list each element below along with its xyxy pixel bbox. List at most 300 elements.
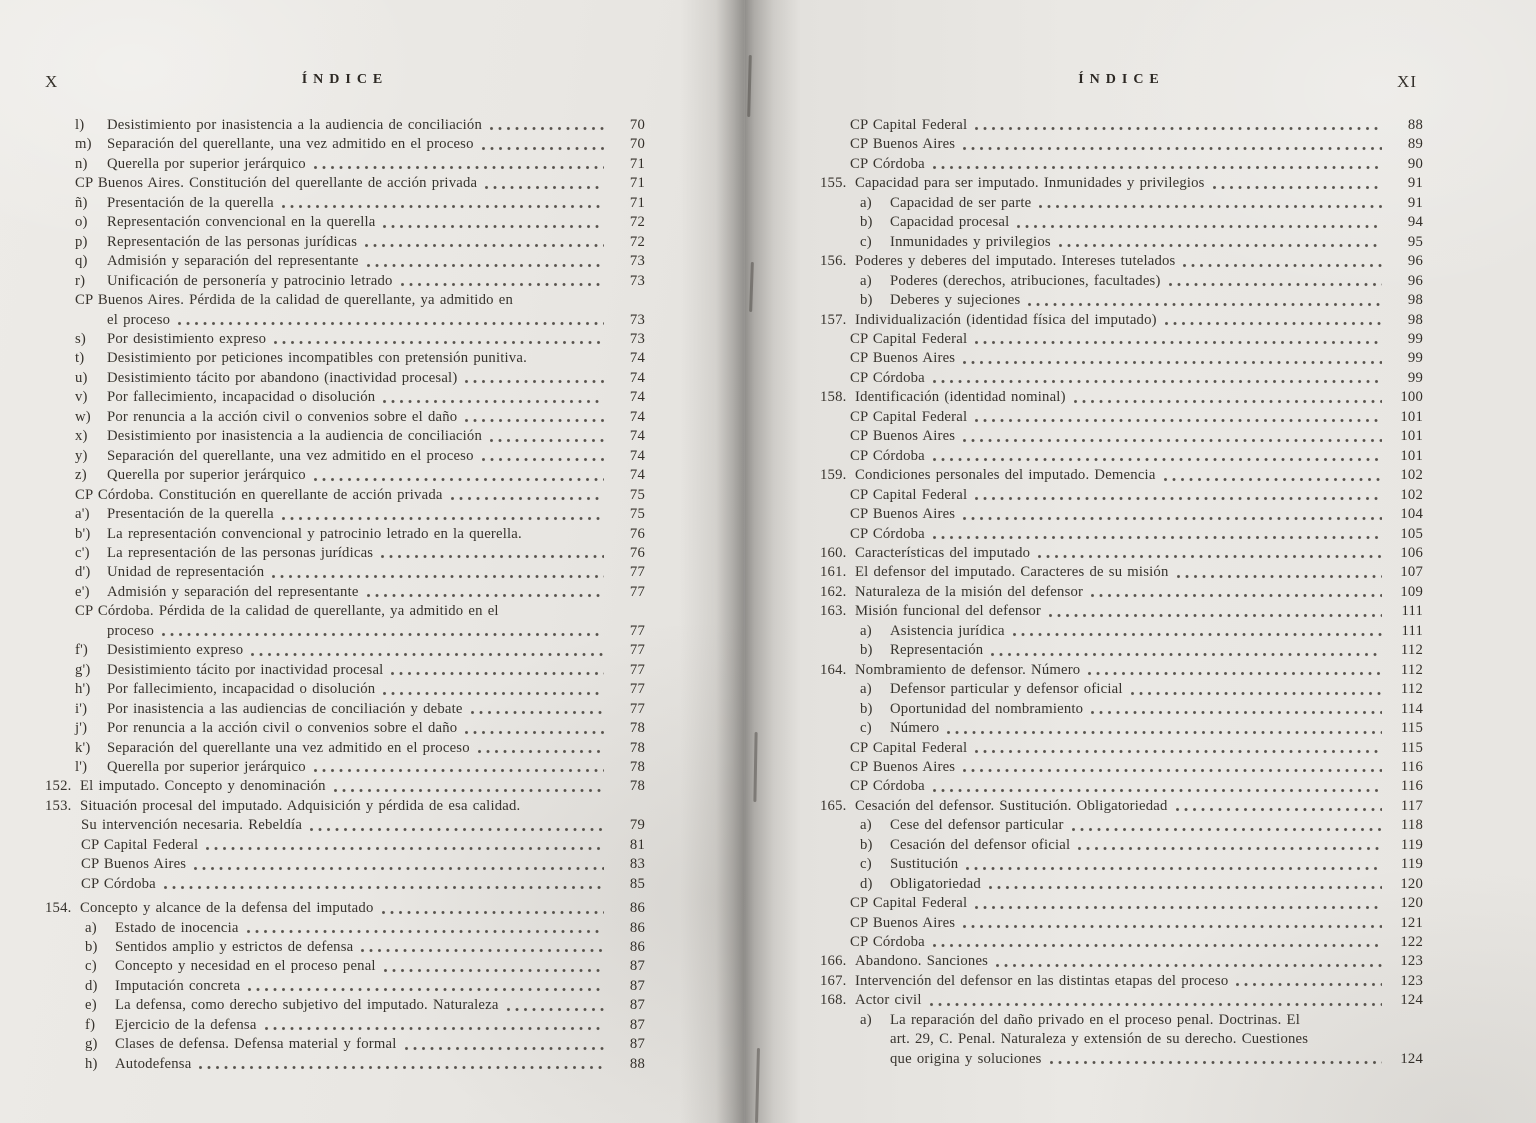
entry-label: 165. xyxy=(820,797,847,814)
dot-leader xyxy=(1039,204,1382,209)
left-toc xyxy=(45,116,645,1074)
dot-leader xyxy=(1074,399,1382,404)
dot-leader xyxy=(310,827,604,832)
entry-text: Cesación del defensor. Sustitución. Obligatoriedad xyxy=(855,797,1168,814)
entry-text: Cesación del defensor oficial xyxy=(890,836,1071,853)
toc-entry xyxy=(820,777,1423,796)
dot-leader xyxy=(1049,613,1382,618)
toc-entry xyxy=(820,135,1423,154)
entry-text: Concepto y alcance de la defensa del imputado xyxy=(80,900,374,917)
entry-text: Por renuncia a la acción civil o convenios sobre el daño xyxy=(107,408,458,425)
entry-text: Ejercicio de la defensa xyxy=(115,1016,257,1033)
dot-leader xyxy=(383,224,604,229)
entry-text: Cese del defensor particular xyxy=(890,817,1064,834)
toc-entry xyxy=(45,466,645,485)
entry-text: Misión funcional del defensor xyxy=(855,603,1042,620)
dot-leader xyxy=(199,1065,604,1070)
entry-label: 164. xyxy=(820,661,847,678)
toc-entry xyxy=(45,777,645,796)
toc-entry xyxy=(820,272,1423,291)
entry-label: c) xyxy=(860,856,872,873)
entry-label: 156. xyxy=(820,253,847,270)
toc-entry xyxy=(820,349,1423,368)
entry-label: a) xyxy=(860,194,872,211)
dot-leader xyxy=(963,516,1382,521)
dot-leader xyxy=(164,885,604,890)
entry-text: proceso xyxy=(107,622,155,639)
entry-label: q) xyxy=(75,253,88,270)
dot-leader xyxy=(274,340,604,345)
entry-text: Por renuncia a la acción civil o convenios sobre el daño xyxy=(107,720,458,737)
entry-text: Separación del querellante una vez admitido en el proceso xyxy=(107,739,470,756)
dot-leader xyxy=(383,399,604,404)
entry-label: 162. xyxy=(820,583,847,600)
entry-text: Actor civil xyxy=(855,992,922,1009)
entry-label: a) xyxy=(85,919,97,936)
entry-label: t) xyxy=(75,350,85,367)
entry-label: a) xyxy=(860,1011,872,1028)
entry-page: 118 xyxy=(1400,817,1423,834)
entry-page: 70 xyxy=(629,117,645,133)
entry-text: Situación procesal del imputado. Adquisición y pérdida de esa calidad. xyxy=(80,797,521,814)
entry-page: 74 xyxy=(629,408,645,425)
dot-leader xyxy=(933,457,1382,462)
dot-leader xyxy=(384,968,604,973)
entry-text: Autodefensa xyxy=(115,1055,192,1072)
entry-text: CP Capital Federal xyxy=(850,408,968,425)
entry-label: j') xyxy=(75,720,88,737)
dot-leader xyxy=(361,948,604,953)
toc-entry xyxy=(45,977,645,996)
entry-page: 91 xyxy=(1407,194,1423,211)
dot-leader xyxy=(1078,846,1382,851)
entry-page: 98 xyxy=(1407,292,1423,309)
entry-text: Unidad de representación xyxy=(107,564,265,581)
entry-page: 76 xyxy=(629,525,645,542)
entry-text: Desistimiento expreso xyxy=(107,642,244,659)
dot-leader xyxy=(1169,282,1382,287)
toc-entry xyxy=(45,875,645,894)
entry-page: 104 xyxy=(1400,506,1423,523)
entry-text: Desistimiento por peticiones incompatibles con pretensión punitiva. xyxy=(107,350,527,367)
toc-entry xyxy=(820,408,1423,427)
dot-leader xyxy=(507,1007,604,1012)
toc-entry xyxy=(820,875,1423,894)
dot-leader xyxy=(1131,691,1382,696)
dot-leader xyxy=(1176,807,1382,812)
entry-text: El defensor del imputado. Caracteres de su misión xyxy=(855,564,1169,581)
dot-leader xyxy=(1213,185,1382,190)
entry-text: CP Córdoba xyxy=(850,155,925,172)
toc-entry xyxy=(45,758,645,777)
toc-entry xyxy=(820,700,1423,719)
entry-label: a) xyxy=(860,272,872,289)
toc-entry xyxy=(820,525,1423,544)
entry-text: CP Capital Federal xyxy=(850,739,968,756)
entry-text: el proceso xyxy=(107,311,171,328)
entry-page: 120 xyxy=(1400,895,1423,912)
entry-page: 87 xyxy=(629,977,645,994)
dot-leader xyxy=(314,768,604,773)
entry-text: Desistimiento por inasistencia a la audiencia de conciliación xyxy=(107,117,483,133)
dot-leader xyxy=(248,987,604,992)
toc-entry xyxy=(45,272,645,291)
toc-entry xyxy=(45,525,645,544)
entry-page: 111 xyxy=(1401,603,1423,620)
toc-entry xyxy=(820,369,1423,388)
entry-page: 124 xyxy=(1400,1050,1423,1067)
toc-entry xyxy=(820,739,1423,758)
entry-text: Querella por superior jerárquico xyxy=(107,758,306,775)
toc-entry xyxy=(820,602,1423,621)
toc-entry xyxy=(45,1035,645,1054)
toc-entry xyxy=(820,797,1423,816)
toc-entry xyxy=(820,816,1423,835)
entry-text: La representación convencional y patrocinio letrado en la querella. xyxy=(107,525,522,542)
entry-page: 71 xyxy=(629,194,645,211)
right-running-title: ÍNDICE xyxy=(1078,72,1165,87)
toc-entry xyxy=(45,291,645,310)
entry-page: 123 xyxy=(1400,953,1423,970)
toc-entry xyxy=(45,447,645,466)
toc-entry xyxy=(45,155,645,174)
toc-entry xyxy=(45,583,645,602)
entry-label: h) xyxy=(85,1055,98,1072)
entry-label: l) xyxy=(75,117,85,133)
dot-leader xyxy=(966,866,1382,871)
entry-page: 106 xyxy=(1400,544,1423,561)
entry-text: Capacidad de ser parte xyxy=(890,194,1032,211)
toc-entry xyxy=(45,700,645,719)
entry-page: 114 xyxy=(1400,700,1423,717)
toc-entry xyxy=(45,836,645,855)
toc-entry xyxy=(820,213,1423,232)
toc-entry xyxy=(45,855,645,874)
toc-entry xyxy=(45,311,645,330)
right-toc xyxy=(820,116,1423,1069)
entry-text: Unificación de personería y patrocinio letrado xyxy=(107,272,393,289)
dot-leader xyxy=(1177,574,1383,579)
dot-leader xyxy=(381,554,604,559)
entry-text: CP Capital Federal xyxy=(850,895,968,912)
entry-text: CP Córdoba. Pérdida de la calidad de querellante, ya admitido en el xyxy=(75,603,499,620)
entry-text: Presentación de la querella xyxy=(107,506,274,523)
entry-label: u) xyxy=(75,369,88,386)
entry-label: b) xyxy=(860,700,873,717)
dot-leader xyxy=(1236,982,1382,987)
entry-text: CP Córdoba xyxy=(850,525,925,542)
toc-entry xyxy=(45,486,645,505)
toc-entry xyxy=(45,739,645,758)
toc-entry xyxy=(45,816,645,835)
toc-entry xyxy=(45,1016,645,1035)
entry-page: 96 xyxy=(1407,253,1423,270)
entry-label: a) xyxy=(860,817,872,834)
entry-label: r) xyxy=(75,272,86,289)
entry-label: 159. xyxy=(820,467,847,484)
entry-text: Por fallecimiento, incapacidad o disolución xyxy=(107,681,376,698)
entry-page: 105 xyxy=(1400,525,1423,542)
toc-entry xyxy=(820,116,1423,135)
toc-entry xyxy=(820,661,1423,680)
entry-text: Desistimiento tácito por inactividad procesal xyxy=(107,661,384,678)
entry-page: 86 xyxy=(629,919,645,936)
entry-text: Deberes y sujeciones xyxy=(890,292,1021,309)
entry-page: 107 xyxy=(1400,564,1423,581)
entry-label: f') xyxy=(75,642,89,659)
dot-leader xyxy=(1017,224,1382,229)
entry-page: 77 xyxy=(629,622,645,639)
entry-text: CP Córdoba xyxy=(81,875,156,892)
left-running-title: ÍNDICE xyxy=(301,72,389,87)
dot-leader xyxy=(1028,302,1382,307)
entry-text: El imputado. Concepto y denominación xyxy=(80,778,326,795)
toc-entry xyxy=(820,505,1423,524)
entry-label: e) xyxy=(85,997,97,1014)
toc-entry xyxy=(45,427,645,446)
dot-leader xyxy=(1088,671,1382,676)
entry-page: 102 xyxy=(1400,467,1423,484)
toc-entry xyxy=(45,719,645,738)
toc-entry xyxy=(820,972,1423,991)
entry-page: 120 xyxy=(1400,875,1423,892)
entry-page: 74 xyxy=(629,369,645,386)
entry-label: 155. xyxy=(820,175,847,192)
toc-entry xyxy=(820,1030,1423,1049)
entry-page: 71 xyxy=(629,175,645,192)
entry-page: 76 xyxy=(629,544,645,561)
dot-leader xyxy=(991,652,1382,657)
toc-entry xyxy=(45,116,645,135)
entry-page: 74 xyxy=(629,447,645,464)
dot-leader xyxy=(933,788,1382,793)
entry-text: art. 29, C. Penal. Naturaleza y extensión de su derecho. Cuestiones xyxy=(890,1031,1309,1048)
toc-entry xyxy=(45,194,645,213)
toc-entry xyxy=(45,957,645,976)
entry-page: 86 xyxy=(629,939,645,956)
toc-entry xyxy=(820,233,1423,252)
toc-entry xyxy=(820,427,1423,446)
toc-entry xyxy=(820,447,1423,466)
entry-label: d') xyxy=(75,564,91,581)
toc-entry xyxy=(820,252,1423,271)
entry-page: 119 xyxy=(1400,856,1423,873)
right-folio: XI xyxy=(1397,72,1417,91)
entry-text: CP Córdoba xyxy=(850,447,925,464)
toc-entry xyxy=(45,174,645,193)
dot-leader xyxy=(1013,632,1382,637)
entry-text: Representación xyxy=(890,642,984,659)
toc-entry xyxy=(820,194,1423,213)
entry-text: que origina y soluciones xyxy=(890,1050,1042,1067)
entry-text: CP Capital Federal xyxy=(850,486,968,503)
entry-page: 72 xyxy=(629,214,645,231)
toc-entry xyxy=(45,797,645,816)
entry-page: 100 xyxy=(1400,389,1423,406)
entry-page: 87 xyxy=(629,958,645,975)
entry-page: 70 xyxy=(629,136,645,153)
toc-entry xyxy=(820,583,1423,602)
entry-text: CP Buenos Aires. Constitución del querellante de acción privada xyxy=(75,175,478,192)
entry-label: l') xyxy=(75,758,88,775)
entry-text: Presentación de la querella xyxy=(107,194,274,211)
entry-label: 161. xyxy=(820,564,847,581)
entry-text: CP Buenos Aires xyxy=(850,136,956,153)
entry-label: c) xyxy=(85,958,97,975)
toc-entry xyxy=(45,213,645,232)
toc-entry xyxy=(45,641,645,660)
entry-text: Por fallecimiento, incapacidad o disolución xyxy=(107,389,376,406)
toc-entry xyxy=(45,919,645,938)
dot-leader xyxy=(465,730,604,735)
left-page-header xyxy=(45,72,645,96)
dot-leader xyxy=(490,126,604,131)
entry-page: 90 xyxy=(1407,155,1423,172)
entry-text: CP Córdoba xyxy=(850,369,925,386)
entry-text: CP Capital Federal xyxy=(850,117,968,133)
entry-label: 168. xyxy=(820,992,847,1009)
entry-page: 81 xyxy=(629,836,645,853)
toc-entry xyxy=(820,486,1423,505)
dot-leader xyxy=(1164,477,1382,482)
toc-entry xyxy=(820,466,1423,485)
entry-text: Intervención del defensor en las distintas etapas del proceso xyxy=(855,972,1229,989)
entry-text: CP Buenos Aires xyxy=(850,914,956,931)
dot-leader xyxy=(1091,593,1382,598)
dot-leader xyxy=(975,340,1382,345)
toc-entry xyxy=(820,544,1423,563)
toc-entry xyxy=(45,408,645,427)
dot-leader xyxy=(247,929,604,934)
page-right xyxy=(745,0,1536,1123)
toc-entry xyxy=(820,1011,1423,1030)
toc-entry xyxy=(45,388,645,407)
entry-label: v) xyxy=(75,389,88,406)
entry-text: CP Córdoba xyxy=(850,934,925,951)
entry-page: 122 xyxy=(1400,934,1423,951)
entry-text: Separación del querellante, una vez admitido en el proceso xyxy=(107,136,474,153)
page-left xyxy=(0,0,745,1123)
toc-entry xyxy=(820,1050,1423,1069)
entry-page: 74 xyxy=(629,467,645,484)
entry-page: 77 xyxy=(629,583,645,600)
entry-label: z) xyxy=(75,467,87,484)
entry-text: Su intervención necesaria. Rebeldía xyxy=(81,817,303,834)
entry-page: 96 xyxy=(1407,272,1423,289)
dot-leader xyxy=(963,438,1382,443)
toc-entry xyxy=(820,758,1423,777)
dot-leader xyxy=(485,185,604,190)
entry-label: g) xyxy=(85,1036,98,1053)
entry-label: 152. xyxy=(45,778,72,795)
entry-page: 88 xyxy=(1407,117,1423,133)
dot-leader xyxy=(1072,827,1382,832)
entry-label: k') xyxy=(75,739,91,756)
entry-text: CP Capital Federal xyxy=(81,836,199,853)
entry-label: 163. xyxy=(820,603,847,620)
dot-leader xyxy=(465,379,604,384)
entry-page: 116 xyxy=(1400,778,1423,795)
entry-text: Individualización (identidad física del imputado) xyxy=(855,311,1157,328)
entry-text: Separación del querellante, una vez admitido en el proceso xyxy=(107,447,474,464)
entry-label: i') xyxy=(75,700,88,717)
dot-leader xyxy=(963,146,1382,151)
toc-entry xyxy=(820,991,1423,1010)
entry-text: Asistencia jurídica xyxy=(890,622,1005,639)
entry-label: b) xyxy=(85,939,98,956)
dot-leader xyxy=(251,652,604,657)
entry-text: Capacidad procesal xyxy=(890,214,1010,231)
toc-entry xyxy=(820,388,1423,407)
entry-page: 87 xyxy=(629,1036,645,1053)
dot-leader xyxy=(282,204,604,209)
entry-page: 101 xyxy=(1400,447,1423,464)
entry-text: Oportunidad del nombramiento xyxy=(890,700,1084,717)
toc-entry xyxy=(820,836,1423,855)
entry-text: CP Córdoba xyxy=(850,778,925,795)
dot-leader xyxy=(334,788,604,793)
dot-leader xyxy=(405,1046,605,1051)
entry-text: CP Córdoba. Constitución en querellante de acción privada xyxy=(75,486,443,503)
entry-label: g') xyxy=(75,661,91,678)
toc-entry xyxy=(45,505,645,524)
entry-page: 95 xyxy=(1407,233,1423,250)
entry-page: 77 xyxy=(629,700,645,717)
entry-label: p) xyxy=(75,233,88,250)
entry-text: Abandono. Sanciones xyxy=(855,953,989,970)
entry-label: 153. xyxy=(45,797,72,814)
entry-page: 78 xyxy=(629,758,645,775)
entry-text: Características del imputado xyxy=(855,544,1031,561)
entry-label: x) xyxy=(75,428,88,445)
entry-text: CP Buenos Aires xyxy=(850,350,956,367)
toc-entry xyxy=(45,349,645,368)
entry-page: 91 xyxy=(1407,175,1423,192)
dot-leader xyxy=(933,943,1382,948)
entry-page: 87 xyxy=(629,997,645,1014)
dot-leader xyxy=(996,963,1382,968)
dot-leader xyxy=(314,477,604,482)
entry-page: 101 xyxy=(1400,428,1423,445)
entry-page: 77 xyxy=(629,681,645,698)
dot-leader xyxy=(272,574,604,579)
entry-text: Clases de defensa. Defensa material y formal xyxy=(115,1036,397,1053)
dot-leader xyxy=(162,632,604,637)
entry-page: 117 xyxy=(1400,797,1423,814)
dot-leader xyxy=(1059,243,1382,248)
entry-text: Desistimiento por inasistencia a la audiencia de conciliación xyxy=(107,428,483,445)
dot-leader xyxy=(1165,321,1382,326)
entry-text: Imputación concreta xyxy=(115,977,241,994)
entry-text: Concepto y necesidad en el proceso penal xyxy=(115,958,376,975)
entry-text: CP Buenos Aires xyxy=(850,428,956,445)
entry-label: h') xyxy=(75,681,91,698)
entry-text: Sentidos amplio y estrictos de defensa xyxy=(115,939,354,956)
toc-entry xyxy=(45,622,645,641)
entry-text: Número xyxy=(890,720,940,737)
entry-page: 75 xyxy=(629,486,645,503)
dot-leader xyxy=(947,730,1382,735)
entry-text: Admisión y separación del representante xyxy=(107,583,359,600)
entry-text: Por desistimiento expreso xyxy=(107,330,267,347)
toc-entry xyxy=(820,155,1423,174)
entry-text: Naturaleza de la misión del defensor xyxy=(855,583,1084,600)
entry-page: 78 xyxy=(629,739,645,756)
right-page-header xyxy=(820,72,1423,96)
toc-entry xyxy=(820,563,1423,582)
dot-leader xyxy=(471,710,604,715)
entry-page: 73 xyxy=(629,330,645,347)
